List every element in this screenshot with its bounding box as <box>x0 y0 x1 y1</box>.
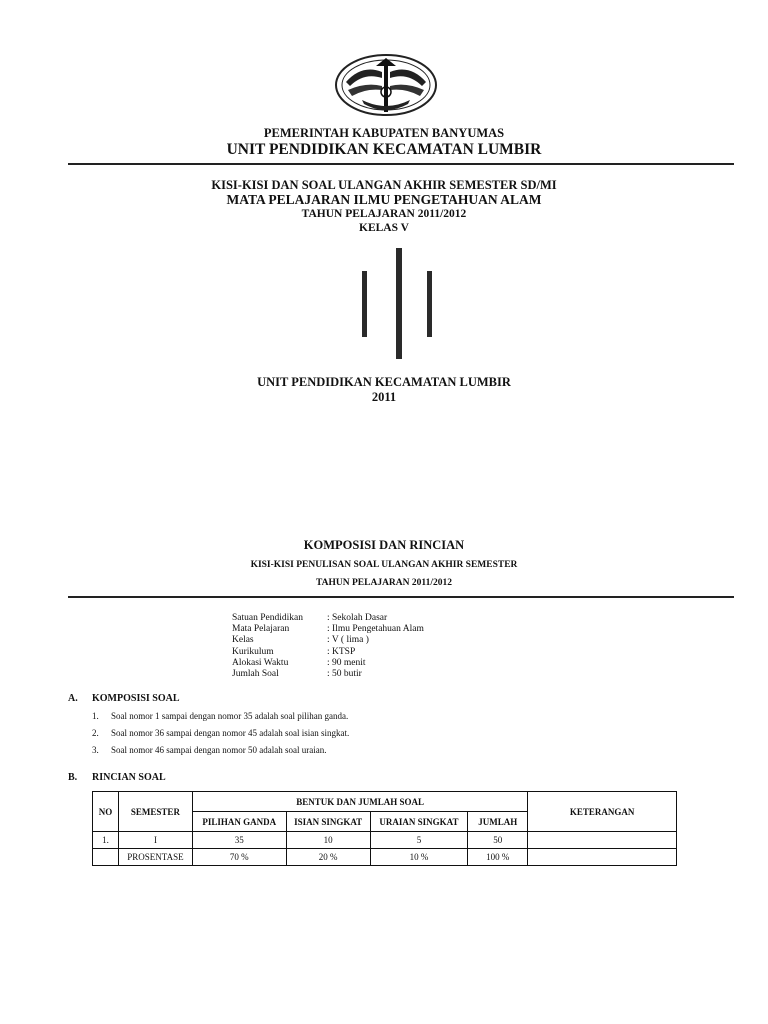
header-bentuk: BENTUK DAN JUMLAH SOAL <box>192 792 527 812</box>
header-no: NO <box>93 792 119 832</box>
cell-pg: 70 % <box>192 849 286 866</box>
header-uraian-singkat: URAIAN SINGKAT <box>370 812 468 832</box>
doc-title-line4: KELAS V <box>359 222 409 234</box>
decorative-bar-left <box>362 271 367 337</box>
footer-unit-line: UNIT PENDIDIKAN KECAMATAN LUMBIR <box>257 375 511 389</box>
header-divider <box>68 163 734 165</box>
section-b-title: RINCIAN SOAL <box>92 772 166 783</box>
info-value: : 50 butir <box>327 669 362 680</box>
table-row <box>93 832 677 849</box>
cell-keterangan <box>528 849 677 866</box>
crest-emblem-icon <box>332 52 440 118</box>
doc-title-line3: TAHUN PELAJARAN 2011/2012 <box>301 208 467 220</box>
section-a-title: KOMPOSISI SOAL <box>92 693 180 704</box>
doc-title-line2: MATA PELAJARAN ILMU PENGETAHUAN ALAM <box>226 192 542 207</box>
info-value: : 90 menit <box>327 657 366 668</box>
decorative-bar-right <box>427 271 432 337</box>
header-keterangan: KETERANGAN <box>528 792 677 832</box>
cell-semester: I <box>118 832 192 849</box>
header-semester: SEMESTER <box>118 792 192 832</box>
cell-no: 1. <box>93 832 119 849</box>
section-subtitle: KISI-KISI PENULISAN SOAL ULANGAN AKHIR SEMESTER <box>250 560 518 570</box>
section-divider <box>68 596 734 598</box>
info-value: : Sekolah Dasar <box>327 613 388 623</box>
cell-isian: 10 <box>286 832 370 849</box>
header-jumlah: JUMLAH <box>468 812 528 832</box>
cell-jumlah: 100 % <box>468 849 528 866</box>
list-item-number: 2. <box>92 728 99 738</box>
cell-semester: PROSENTASE <box>118 849 192 866</box>
info-labels <box>232 613 303 680</box>
info-value: : KTSP <box>327 646 356 657</box>
list-item-text: Soal nomor 36 sampai dengan nomor 45 adalah soal isian singkat. <box>111 728 350 738</box>
info-label: Kelas <box>232 635 254 646</box>
list-item-number: 1. <box>92 711 99 721</box>
list-item-text: Soal nomor 1 sampai dengan nomor 35 adalah soal pilihan ganda. <box>111 711 349 721</box>
cell-uraian: 10 % <box>370 849 468 866</box>
government-line: PEMERINTAH KABUPATEN BANYUMAS <box>263 126 505 140</box>
section-year: TAHUN PELAJARAN 2011/2012 <box>316 578 452 588</box>
cell-pg: 35 <box>192 832 286 849</box>
table-row <box>93 849 677 866</box>
doc-title-line1: KISI-KISI DAN SOAL ULANGAN AKHIR SEMESTER SD/MI <box>211 178 557 192</box>
info-value: : Ilmu Pengetahuan Alam <box>327 624 424 635</box>
info-value: : V ( lima ) <box>327 635 369 646</box>
info-label: Jumlah Soal <box>232 669 279 680</box>
cell-no <box>93 849 119 866</box>
info-label: Alokasi Waktu <box>232 657 289 668</box>
cell-uraian: 5 <box>370 832 468 849</box>
list-item-number: 3. <box>92 745 99 755</box>
list-item-text: Soal nomor 46 sampai dengan nomor 50 adalah soal uraian. <box>111 745 327 755</box>
rincian-table <box>92 791 677 866</box>
cell-jumlah: 50 <box>468 832 528 849</box>
cell-isian: 20 % <box>286 849 370 866</box>
header-pilihan-ganda: PILIHAN GANDA <box>192 812 286 832</box>
info-values <box>327 613 424 680</box>
header-isian-singkat: ISIAN SINGKAT <box>286 812 370 832</box>
info-label: Mata Pelajaran <box>232 624 290 635</box>
section-b-letter: B. <box>68 772 78 783</box>
footer-year: 2011 <box>371 390 397 404</box>
table-header-row <box>93 792 677 812</box>
cell-keterangan <box>528 832 677 849</box>
info-label: Satuan Pendidikan <box>232 613 303 623</box>
section-title: KOMPOSISI DAN RINCIAN <box>303 538 465 552</box>
decorative-bar-center <box>396 248 402 359</box>
unit-line: UNIT PENDIDIKAN KECAMATAN LUMBIR <box>226 141 542 158</box>
info-label: Kurikulum <box>232 646 274 657</box>
section-a-letter: A. <box>68 693 78 704</box>
